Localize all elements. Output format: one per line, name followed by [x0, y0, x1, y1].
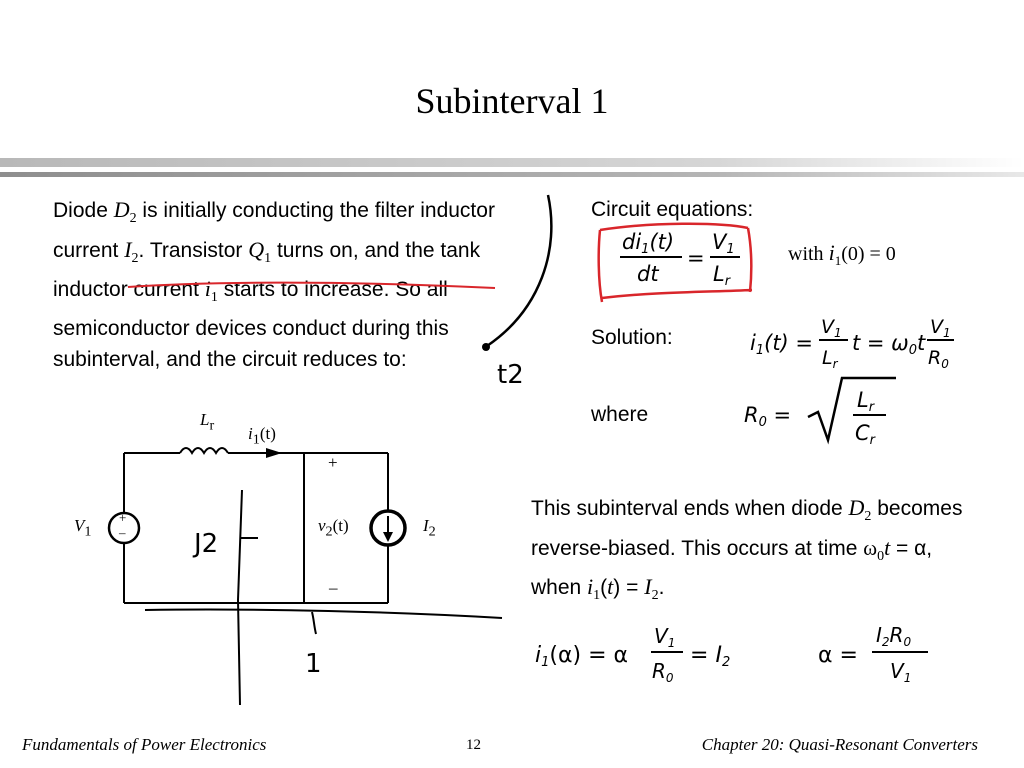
- inductor-label: $L_r$: [200, 410, 215, 434]
- minus-sign: –: [329, 578, 338, 597]
- footer-left: Fundamentals of Power Electronics: [22, 735, 267, 754]
- svg-text:Lr: Lr: [713, 262, 731, 289]
- where-label: where: [591, 403, 649, 426]
- svg-text:=: =: [687, 246, 705, 270]
- svg-text:dt: dt: [637, 262, 659, 286]
- handwritten-j2: J2: [194, 529, 219, 559]
- voltage-label: $v_2(t)$: [318, 516, 349, 540]
- svg-text:Lr: Lr: [857, 388, 875, 415]
- svg-text:i1(t) =: i1(t) =: [750, 331, 814, 358]
- svg-text:V1: V1: [712, 230, 735, 257]
- svg-text:V1: $V_1$: [821, 316, 842, 340]
- solution-label: Solution:: [591, 326, 673, 349]
- end-condition-paragraph: This subinterval ends when diode $D_2$ becomes reverse-biased. This occurs at time $\omega_0t = \alpha$, when $i_1(t) = I_2$.: [531, 495, 963, 604]
- svg-text:di1(t): di1(t): [622, 230, 675, 257]
- current-source-label: $I_2$: [423, 516, 436, 540]
- page-number: 12: [466, 737, 481, 753]
- svg-text:V1: $V_1$: [890, 659, 912, 685]
- svg-text:i1(α) = α: i1(α) = α: [535, 643, 628, 670]
- svg-text:Lr: $L_r$: [822, 347, 838, 371]
- source-minus: –: [119, 525, 126, 540]
- slide-title: Subinterval 1: [415, 81, 609, 121]
- svg-text:V1: $V_1$: [930, 316, 951, 340]
- initial-condition: with $i_1(0) = 0$: [788, 240, 896, 268]
- current-label: $i_1(t)$: [248, 424, 276, 448]
- handwritten-one: 1: [305, 649, 322, 679]
- svg-text:α =: α =: [818, 643, 858, 668]
- svg-text:t = ω0t: t = ω0t: [852, 331, 926, 358]
- intro-paragraph: Diode $D_2$ is initially conducting the filter inductor current $I_2$. Transistor $Q_1$ turns on, and the tank inductor current $i_1$ starts to increase. So all semiconductor devices conduct during this subinterval, and the circuit reduces to:: [53, 197, 495, 371]
- svg-text:= I2: = I2: [690, 643, 731, 670]
- svg-text:I2R0: $I_2R_0$: [876, 623, 912, 649]
- plus-sign: +: [328, 453, 338, 472]
- svg-text:V1: $V_1$: [654, 624, 676, 650]
- source-plus: +: [119, 510, 127, 525]
- circuit-equations-heading: Circuit equations:: [591, 198, 754, 221]
- svg-text:R0: $R_0$: [928, 347, 949, 371]
- footer-right: Chapter 20: Quasi-Resonant Converters: [701, 735, 978, 754]
- svg-text:R0: $R_0$: [652, 659, 674, 685]
- svg-text:R0 =: R0 =: [744, 403, 792, 430]
- red-underline: [128, 283, 495, 288]
- svg-text:Cr: Cr: [855, 421, 876, 448]
- source-label: $V_1$: [74, 516, 92, 540]
- handwritten-t2: t2: [497, 360, 524, 390]
- red-box: [599, 224, 752, 302]
